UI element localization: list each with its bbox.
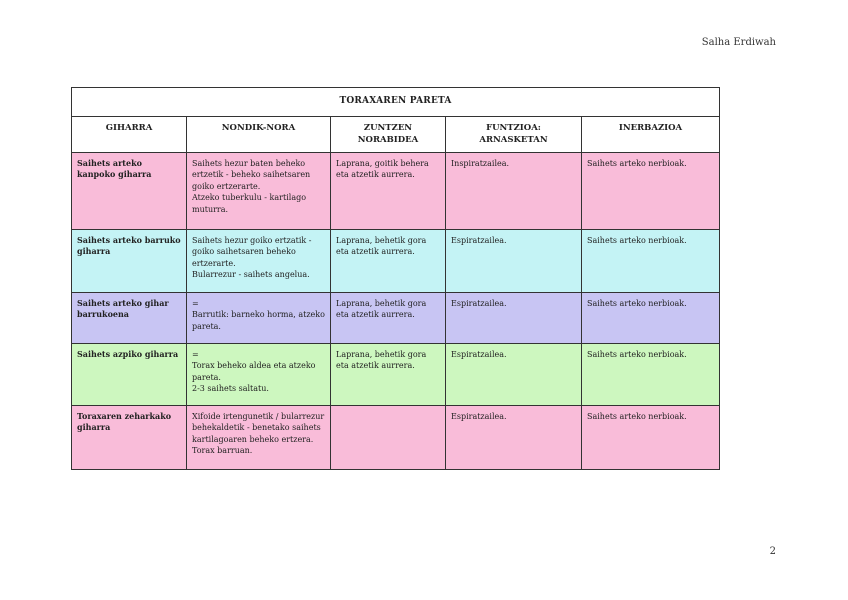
header-author: Salha Erdiwah: [701, 37, 776, 48]
table-header-row: [72, 117, 720, 153]
fiber-direction: Laprana, behetik gora eta atzetik aurrera.: [331, 229, 446, 292]
muscle-name: Saihets arteko barruko giharra: [72, 229, 187, 292]
origin-insertion: [187, 343, 331, 405]
muscle-name: Saihets azpiko giharra: [72, 343, 187, 405]
column-header-funtzioa: FUNTZIOA: ARNASKETAN: [446, 117, 582, 153]
respiratory-function: Espiratzailea.: [446, 405, 582, 469]
innervation: Saihets arteko nerbioak.: [582, 229, 720, 292]
respiratory-function: Inspiratzailea.: [446, 152, 582, 229]
origin-line: Barrutik: barneko horma, atzeko pareta.: [192, 310, 325, 331]
respiratory-function: Espiratzailea.: [446, 343, 582, 405]
origin-line: Xifoide irtengunetik / bularrezur behekaldetik - benetako saihets kartilagoaren beheko ertzera.: [192, 411, 325, 444]
column-header-inerbazioa: INERBAZIOA: [582, 117, 720, 153]
table-row: [72, 405, 720, 469]
muscle-table: [71, 87, 720, 470]
innervation: Saihets arteko nerbioak.: [582, 405, 720, 469]
origin-insertion: [187, 405, 331, 469]
table-row: [72, 229, 720, 292]
origin-line: Atzeko tuberkulu - kartilago muturra.: [192, 193, 307, 214]
column-header-nondik-nora: NONDIK-NORA: [187, 117, 331, 153]
table-row: [72, 152, 720, 229]
innervation: Saihets arteko nerbioak.: [582, 152, 720, 229]
origin-insertion: [187, 229, 331, 292]
column-header-zuntzen-norabidea: ZUNTZEN NORABIDEA: [331, 117, 446, 153]
origin-line: Torax beheko aldea eta atzeko pareta.: [192, 361, 316, 382]
table-title-row: [72, 88, 720, 117]
innervation: Saihets arteko nerbioak.: [582, 343, 720, 405]
muscle-name: Toraxaren zeharkako giharra: [72, 405, 187, 469]
origin-line: =: [192, 349, 199, 359]
table-title: TORAXAREN PARETA: [72, 88, 720, 117]
origin-line: Saihets hezur goiko ertzatik - goiko saihetsaren beheko ertzerarte.: [192, 235, 312, 268]
page-number: 2: [769, 546, 776, 557]
origin-line: Bularrezur - saihets angelua.: [192, 270, 310, 280]
origin-line: Saihets hezur baten beheko ertzetik - beheko saihetsaren goiko ertzerarte.: [192, 158, 311, 191]
origin-line: 2-3 saihets saltatu.: [192, 384, 269, 394]
respiratory-function: Espiratzailea.: [446, 229, 582, 292]
fiber-direction: Laprana, goitik behera eta atzetik aurrera.: [331, 152, 446, 229]
muscle-name: Saihets arteko kanpoko giharra: [72, 152, 187, 229]
fiber-direction: Laprana, behetik gora eta atzetik aurrera.: [331, 292, 446, 343]
innervation: Saihets arteko nerbioak.: [582, 292, 720, 343]
fiber-direction: Laprana, behetik gora eta atzetik aurrera.: [331, 343, 446, 405]
origin-insertion: [187, 152, 331, 229]
fiber-direction: [331, 405, 446, 469]
column-header-giharra: GIHARRA: [72, 117, 187, 153]
table-row: [72, 292, 720, 343]
table-row: [72, 343, 720, 405]
origin-line: Torax barruan.: [192, 446, 253, 456]
respiratory-function: Espiratzailea.: [446, 292, 582, 343]
muscle-name: Saihets arteko gihar barrukoena: [72, 292, 187, 343]
origin-line: =: [192, 298, 199, 308]
origin-insertion: [187, 292, 331, 343]
